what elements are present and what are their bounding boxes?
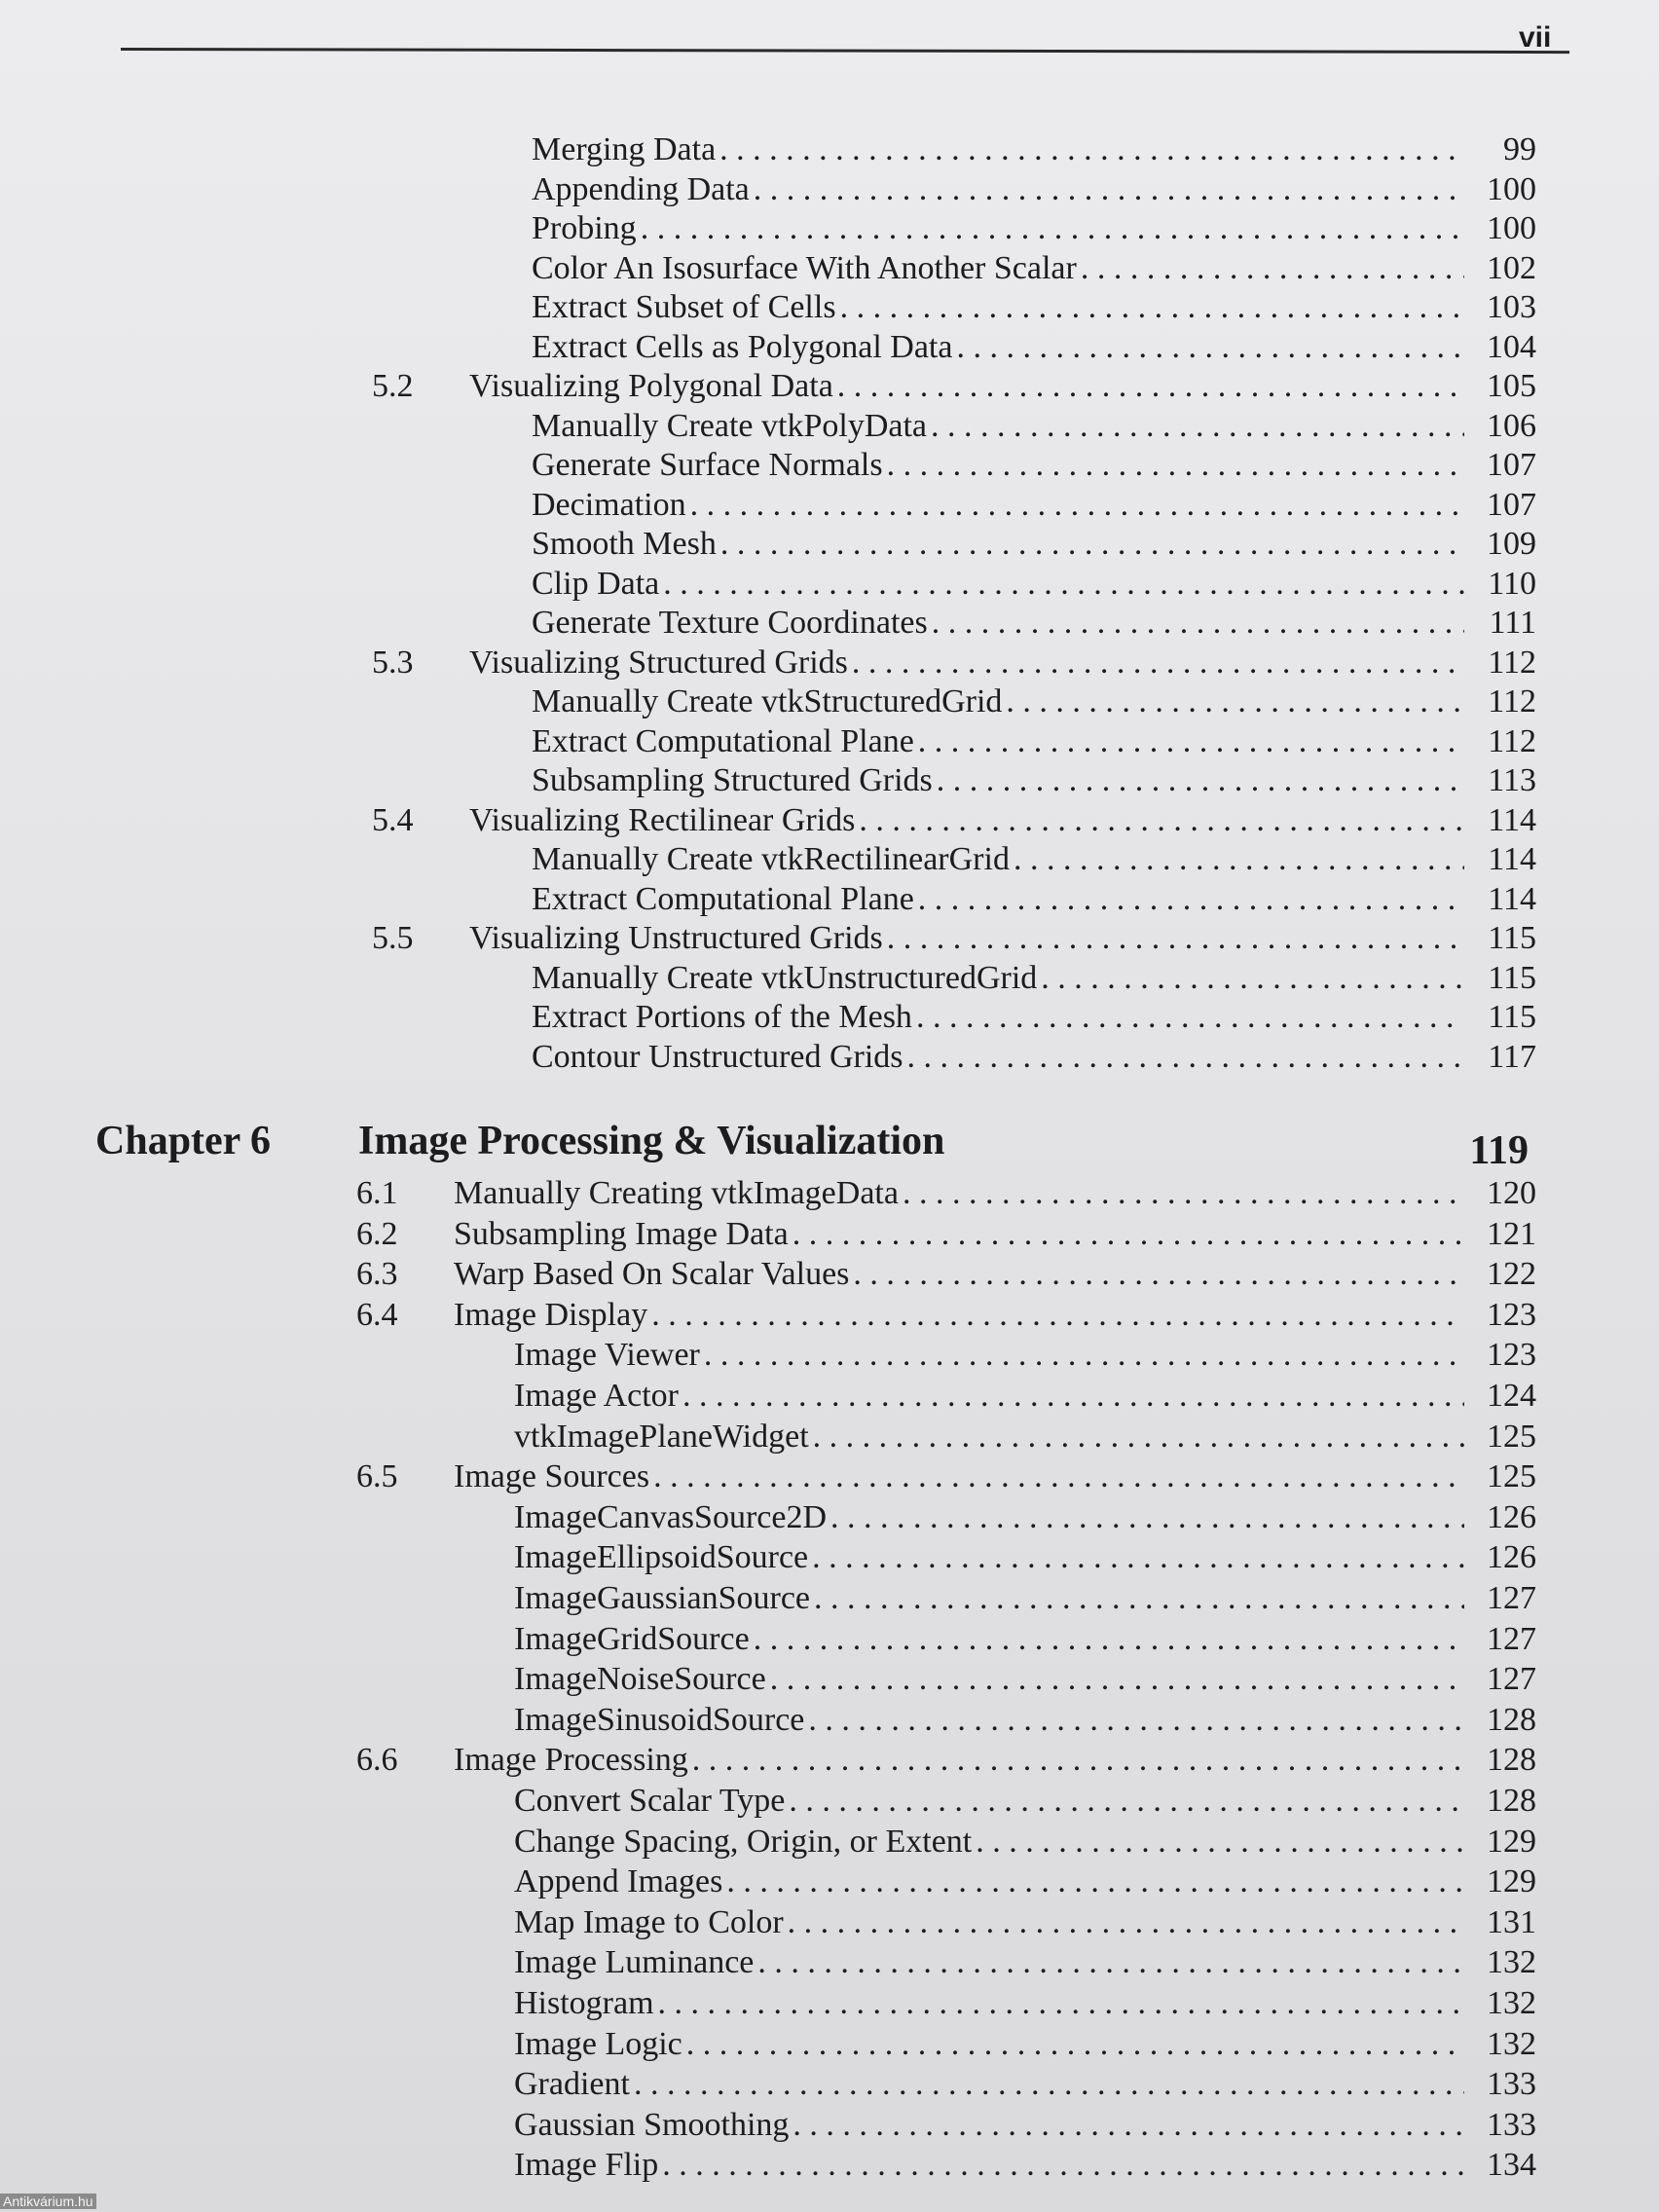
entry-title: Decimation bbox=[532, 486, 686, 523]
dot-leader bbox=[907, 1038, 1464, 1077]
entry-title: Manually Create vtkStructuredGrid bbox=[532, 683, 1003, 719]
entry-title: Warp Based On Scalar Values bbox=[454, 1256, 850, 1293]
toc-subentry bbox=[514, 2065, 1536, 2104]
entry-page: 111 bbox=[1489, 605, 1536, 641]
toc-section-entry bbox=[372, 919, 1536, 958]
dot-leader bbox=[692, 1741, 1464, 1780]
entry-page: 127 bbox=[1487, 1620, 1536, 1657]
entry-title: Image Logic bbox=[514, 2025, 682, 2062]
dot-leader bbox=[1081, 249, 1464, 288]
dot-leader bbox=[682, 1377, 1464, 1416]
dot-leader bbox=[719, 130, 1464, 169]
entry-page: 125 bbox=[1487, 1458, 1536, 1495]
section-number: 5.4 bbox=[372, 801, 414, 838]
entry-title: Gaussian Smoothing bbox=[514, 2106, 790, 2143]
entry-title: ImageCanvasSource2D bbox=[514, 1498, 828, 1535]
toc-subentry bbox=[532, 959, 1536, 998]
dot-leader bbox=[1006, 682, 1464, 721]
section-number: 6.6 bbox=[356, 1742, 398, 1779]
dot-leader bbox=[793, 2106, 1464, 2145]
entry-title: Probing bbox=[532, 210, 637, 246]
entry-page: 128 bbox=[1487, 1701, 1536, 1738]
toc-subentry bbox=[514, 2106, 1536, 2145]
entry-title: Extract Computational Plane bbox=[532, 880, 914, 917]
entry-title: Generate Texture Coordinates bbox=[532, 605, 928, 641]
entry-page: 100 bbox=[1487, 210, 1536, 246]
entry-page: 122 bbox=[1487, 1256, 1536, 1293]
entry-title: Convert Scalar Type bbox=[514, 1783, 786, 1819]
dot-leader bbox=[757, 1943, 1464, 1982]
dot-leader bbox=[1014, 840, 1464, 879]
entry-page: 124 bbox=[1487, 1378, 1536, 1414]
toc-subentry bbox=[514, 2025, 1536, 2064]
entry-page: 123 bbox=[1487, 1296, 1536, 1333]
dot-leader bbox=[853, 1255, 1464, 1294]
dot-leader bbox=[976, 1823, 1464, 1862]
dot-leader bbox=[859, 801, 1464, 840]
dot-leader bbox=[641, 209, 1464, 248]
entry-page: 132 bbox=[1487, 2025, 1536, 2062]
header-rule bbox=[121, 48, 1569, 54]
entry-title: Subsampling Image Data bbox=[454, 1215, 789, 1252]
toc-subentry bbox=[514, 1579, 1536, 1618]
dot-leader bbox=[1041, 959, 1464, 998]
toc-subentry bbox=[514, 1620, 1536, 1659]
dot-leader bbox=[770, 1660, 1464, 1699]
toc-subentry bbox=[514, 2146, 1536, 2185]
toc-subentry bbox=[514, 1903, 1536, 1942]
entry-title: Map Image to Color bbox=[514, 1903, 784, 1940]
entry-title: Appending Data bbox=[532, 170, 750, 207]
dot-leader bbox=[840, 288, 1464, 327]
entry-title: ImageGridSource bbox=[514, 1620, 750, 1657]
dot-leader bbox=[658, 1984, 1464, 2023]
dot-leader bbox=[937, 761, 1464, 800]
entry-title: Contour Unstructured Grids bbox=[532, 1038, 903, 1075]
entry-title: Image Luminance bbox=[514, 1944, 755, 1981]
toc-subentry bbox=[514, 1538, 1536, 1577]
entry-title: Manually Creating vtkImageData bbox=[454, 1175, 899, 1211]
dot-leader bbox=[813, 1418, 1464, 1456]
dot-leader bbox=[704, 1336, 1464, 1375]
entry-page: 103 bbox=[1487, 289, 1536, 325]
dot-leader bbox=[837, 367, 1464, 406]
dot-leader bbox=[634, 2065, 1464, 2104]
toc-section-entry bbox=[356, 1296, 1536, 1335]
entry-page: 129 bbox=[1487, 1863, 1536, 1900]
toc-subentry bbox=[514, 1660, 1536, 1699]
entry-page: 109 bbox=[1487, 526, 1536, 562]
entry-page: 112 bbox=[1488, 722, 1536, 759]
entry-title: Smooth Mesh bbox=[532, 526, 717, 562]
entry-page: 105 bbox=[1487, 368, 1536, 404]
toc-subentry bbox=[514, 1862, 1536, 1901]
toc-subentry bbox=[514, 1823, 1536, 1862]
entry-page: 126 bbox=[1487, 1539, 1536, 1576]
dot-leader bbox=[789, 1782, 1464, 1821]
entry-page: 123 bbox=[1487, 1337, 1536, 1374]
entry-title: Extract Computational Plane bbox=[532, 722, 914, 759]
toc-subentry bbox=[514, 1336, 1536, 1375]
entry-page: 100 bbox=[1487, 170, 1536, 207]
toc-subentry bbox=[532, 486, 1536, 525]
entry-title: Append Images bbox=[514, 1863, 723, 1900]
entry-title: Visualizing Structured Grids bbox=[469, 644, 848, 681]
toc-subentry bbox=[532, 604, 1536, 643]
toc-subentry bbox=[514, 1418, 1536, 1456]
entry-page: 104 bbox=[1487, 328, 1536, 365]
section-number: 5.3 bbox=[372, 644, 414, 681]
dot-leader bbox=[793, 1215, 1464, 1254]
entry-page: 133 bbox=[1487, 2066, 1536, 2103]
toc-subentry bbox=[514, 1984, 1536, 2023]
toc-subentry bbox=[532, 525, 1536, 564]
entry-title: Extract Portions of the Mesh bbox=[532, 999, 912, 1035]
entry-page: 112 bbox=[1488, 644, 1536, 681]
entry-page: 99 bbox=[1503, 131, 1536, 167]
entry-page: 115 bbox=[1488, 959, 1536, 996]
entry-page: 114 bbox=[1488, 801, 1536, 838]
entry-page: 107 bbox=[1487, 447, 1536, 483]
dot-leader bbox=[808, 1701, 1464, 1740]
entry-title: Change Spacing, Origin, or Extent bbox=[514, 1823, 973, 1860]
entry-title: Image Processing bbox=[454, 1742, 688, 1779]
entry-page: 126 bbox=[1487, 1498, 1536, 1535]
entry-title: Gradient bbox=[514, 2066, 630, 2103]
entry-page: 132 bbox=[1487, 1985, 1536, 2021]
entry-page: 121 bbox=[1487, 1215, 1536, 1252]
dot-leader bbox=[918, 722, 1464, 761]
chapter-heading bbox=[95, 1118, 1529, 1173]
toc-subentry bbox=[514, 1701, 1536, 1740]
dot-leader bbox=[686, 2025, 1464, 2064]
entry-page: 128 bbox=[1487, 1783, 1536, 1819]
watermark: Antikvárium.hu bbox=[0, 2194, 96, 2209]
entry-title: Clip Data bbox=[532, 565, 660, 602]
dot-leader bbox=[726, 1862, 1464, 1901]
page-number: vii bbox=[1519, 21, 1552, 54]
toc-subentry bbox=[532, 288, 1536, 327]
chapter-title: Image Processing & Visualization bbox=[358, 1119, 945, 1163]
toc-subentry bbox=[532, 722, 1536, 761]
dot-leader bbox=[754, 170, 1464, 209]
chapter-page: 119 bbox=[1469, 1128, 1529, 1173]
entry-page: 117 bbox=[1488, 1038, 1536, 1075]
dot-leader bbox=[754, 1620, 1464, 1659]
entry-title: ImageNoiseSource bbox=[514, 1661, 766, 1698]
chapter-label: Chapter 6 bbox=[95, 1119, 272, 1163]
dot-leader bbox=[788, 1903, 1464, 1942]
toc-section-entry bbox=[356, 1174, 1536, 1213]
toc-section-entry bbox=[356, 1255, 1536, 1294]
entry-title: Image Sources bbox=[454, 1458, 650, 1495]
dot-leader bbox=[916, 998, 1464, 1037]
dot-leader bbox=[690, 486, 1464, 525]
dot-leader bbox=[662, 2146, 1464, 2185]
entry-page: 127 bbox=[1487, 1580, 1536, 1616]
entry-page: 113 bbox=[1488, 762, 1536, 798]
toc-subentry bbox=[532, 840, 1536, 879]
dot-leader bbox=[918, 880, 1464, 919]
toc-section-entry bbox=[372, 801, 1536, 840]
dot-leader bbox=[852, 644, 1464, 682]
toc-subentry bbox=[532, 1038, 1536, 1077]
toc-subentry bbox=[514, 1782, 1536, 1821]
entry-page: 102 bbox=[1487, 249, 1536, 286]
entry-page: 134 bbox=[1487, 2147, 1536, 2184]
dot-leader bbox=[663, 565, 1464, 604]
entry-title: Image Viewer bbox=[514, 1337, 700, 1374]
dot-leader bbox=[887, 446, 1464, 485]
dot-leader bbox=[830, 1498, 1464, 1537]
entry-title: ImageGaussianSource bbox=[514, 1580, 811, 1616]
dot-leader bbox=[651, 1296, 1464, 1335]
entry-page: 120 bbox=[1487, 1175, 1536, 1211]
entry-title: Image Actor bbox=[514, 1378, 679, 1414]
section-number: 6.4 bbox=[356, 1296, 398, 1333]
entry-title: Manually Create vtkPolyData bbox=[532, 407, 928, 444]
entry-title: Visualizing Rectilinear Grids bbox=[469, 801, 856, 838]
entry-title: Histogram bbox=[514, 1985, 654, 2021]
entry-page: 114 bbox=[1488, 880, 1536, 917]
entry-title: Image Display bbox=[454, 1296, 648, 1333]
entry-page: 128 bbox=[1487, 1742, 1536, 1779]
toc-subentry bbox=[532, 446, 1536, 485]
entry-page: 129 bbox=[1487, 1823, 1536, 1860]
entry-page: 131 bbox=[1487, 1903, 1536, 1940]
entry-page: 106 bbox=[1487, 407, 1536, 444]
toc-subentry bbox=[532, 170, 1536, 209]
toc-subentry bbox=[532, 130, 1536, 169]
dot-leader bbox=[812, 1538, 1464, 1577]
entry-title: vtkImagePlaneWidget bbox=[514, 1418, 809, 1455]
dot-leader bbox=[956, 328, 1464, 367]
section-number: 6.5 bbox=[356, 1458, 398, 1495]
toc-subentry bbox=[532, 761, 1536, 800]
dot-leader bbox=[931, 407, 1464, 446]
entry-page: 132 bbox=[1487, 1944, 1536, 1981]
toc-section-entry bbox=[356, 1741, 1536, 1780]
entry-title: Visualizing Unstructured Grids bbox=[469, 920, 883, 956]
toc-subentry bbox=[532, 328, 1536, 367]
entry-title: Visualizing Polygonal Data bbox=[469, 368, 833, 404]
entry-title: Generate Surface Normals bbox=[532, 447, 883, 483]
dot-leader bbox=[932, 604, 1464, 643]
section-number: 6.3 bbox=[356, 1256, 398, 1293]
entry-title: Extract Subset of Cells bbox=[532, 289, 836, 325]
entry-page: 112 bbox=[1488, 683, 1536, 719]
dot-leader bbox=[903, 1174, 1464, 1213]
entry-title: ImageSinusoidSource bbox=[514, 1701, 805, 1738]
entry-page: 115 bbox=[1488, 999, 1536, 1035]
dot-leader bbox=[653, 1457, 1464, 1496]
toc-subentry bbox=[514, 1377, 1536, 1416]
toc-section-entry bbox=[356, 1215, 1536, 1254]
toc-subentry bbox=[532, 880, 1536, 919]
toc-section-entry bbox=[356, 1457, 1536, 1496]
section-number: 5.5 bbox=[372, 920, 414, 956]
toc-subentry bbox=[532, 998, 1536, 1037]
entry-title: Extract Cells as Polygonal Data bbox=[532, 328, 953, 365]
entry-title: Manually Create vtkUnstructuredGrid bbox=[532, 959, 1038, 996]
toc-subentry bbox=[532, 682, 1536, 721]
dot-leader bbox=[887, 919, 1464, 958]
dot-leader bbox=[720, 525, 1464, 564]
toc-subentry bbox=[532, 209, 1536, 248]
entry-title: Merging Data bbox=[532, 131, 717, 167]
toc-subentry bbox=[514, 1498, 1536, 1537]
toc-section-entry bbox=[372, 367, 1536, 406]
entry-title: Image Flip bbox=[514, 2147, 659, 2184]
entry-page: 133 bbox=[1487, 2106, 1536, 2143]
toc-section-entry bbox=[372, 644, 1536, 682]
toc-subentry bbox=[514, 1943, 1536, 1982]
toc-subentry bbox=[532, 565, 1536, 604]
section-number: 6.2 bbox=[356, 1215, 398, 1252]
entry-title: Color An Isosurface With Another Scalar bbox=[532, 249, 1077, 286]
entry-title: ImageEllipsoidSource bbox=[514, 1539, 809, 1576]
dot-leader bbox=[814, 1579, 1464, 1618]
entry-page: 127 bbox=[1487, 1661, 1536, 1698]
section-number: 5.2 bbox=[372, 368, 414, 404]
entry-page: 114 bbox=[1488, 841, 1536, 877]
entry-page: 125 bbox=[1487, 1418, 1536, 1455]
section-number: 6.1 bbox=[356, 1175, 398, 1211]
entry-page: 115 bbox=[1488, 920, 1536, 956]
entry-page: 107 bbox=[1487, 486, 1536, 523]
toc-subentry bbox=[532, 407, 1536, 446]
entry-page: 110 bbox=[1488, 565, 1536, 602]
entry-title: Subsampling Structured Grids bbox=[532, 762, 933, 798]
entry-title: Manually Create vtkRectilinearGrid bbox=[532, 841, 1010, 877]
toc-subentry bbox=[532, 249, 1536, 288]
